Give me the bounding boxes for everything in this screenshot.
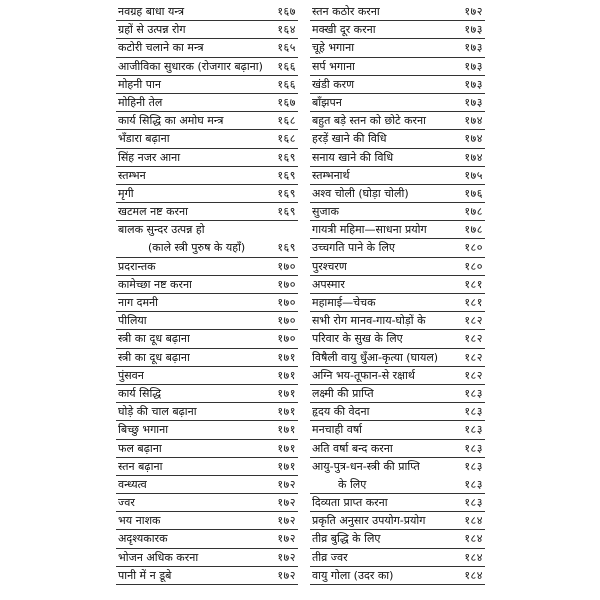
entry-page-number: १७३	[464, 23, 483, 37]
index-entry	[310, 76, 485, 94]
index-entry	[116, 112, 298, 130]
index-entry	[116, 549, 298, 567]
entry-title: लक्ष्मी की प्राप्ति	[312, 386, 374, 400]
entry-title: ज्वर	[118, 496, 135, 510]
index-entry	[310, 349, 485, 367]
entry-page-number: १७४	[464, 150, 483, 164]
entry-title: बालक सुन्दर उत्पन्न हो	[118, 223, 205, 237]
index-entry	[310, 312, 485, 330]
index-entry	[116, 512, 298, 530]
entry-page-number: १७१	[277, 441, 296, 455]
index-entry	[310, 185, 485, 203]
entry-page-number: १६९	[277, 168, 296, 182]
entry-title: अपस्मार	[312, 277, 345, 291]
entry-title: अश्व चोली (घोड़ा चोली)	[312, 186, 409, 200]
entry-title: प्रकृति अनुसार उपयोग-प्रयोग	[312, 514, 426, 528]
entry-title: नवग्रह बाधा यन्त्र	[118, 5, 185, 18]
index-entry	[310, 421, 485, 439]
entry-page-number: १६४	[277, 23, 296, 37]
entry-page-number: १८३	[464, 459, 483, 473]
entry-title: नाग दमनी	[118, 296, 159, 309]
entry-title: स्तन कठोर करना	[312, 5, 380, 18]
entry-page-number: १६८	[277, 132, 296, 146]
entry-page-number: १८०	[464, 241, 483, 255]
entry-page-number: १७४	[464, 132, 483, 146]
entry-title: दिव्यता प्राप्त करना	[312, 496, 388, 510]
entry-page-number: १७०	[277, 332, 296, 346]
entry-title: हृदय की वेदना	[312, 405, 370, 419]
entry-page-number: १७३	[464, 77, 483, 91]
index-entry	[116, 258, 298, 276]
index-entry	[310, 167, 485, 185]
index-entry	[310, 440, 485, 458]
index-entry	[116, 330, 298, 348]
index-entry	[310, 403, 485, 421]
index-entry	[310, 512, 485, 530]
index-entry	[116, 185, 298, 203]
entry-page-number: १७२	[277, 514, 296, 528]
entry-page-number: १८४	[464, 514, 483, 528]
entry-title: विषैली वायु धुँआ-कृत्या (घायल)	[312, 350, 439, 364]
index-entry	[310, 294, 485, 312]
entry-page-number: १७२	[464, 5, 483, 18]
entry-page-number: १७०	[277, 296, 296, 309]
index-entry	[310, 458, 485, 476]
index-entry	[116, 239, 298, 257]
entry-title: स्त्री का दूध बढ़ाना	[118, 332, 190, 346]
entry-page-number: १७१	[277, 423, 296, 437]
index-entry	[310, 258, 485, 276]
entry-title: तीव्र ज्वर	[312, 550, 348, 564]
entry-page-number: १८२	[464, 332, 483, 346]
index-entry	[310, 549, 485, 567]
entry-page-number: १८३	[464, 441, 483, 455]
index-entry	[310, 276, 485, 294]
entry-title: भोजन अधिक करना	[118, 550, 199, 564]
entry-title: ग्रहों से उत्पन्न रोग	[118, 23, 186, 37]
entry-title: आयु-पुत्र-धन-स्त्री की प्राप्ति	[312, 459, 420, 473]
entry-page-number: १६६	[277, 59, 296, 73]
index-entry	[116, 276, 298, 294]
entry-title: घोड़े की चाल बढ़ाना	[118, 405, 197, 419]
index-entry	[310, 567, 485, 585]
entry-page-number: १८३	[464, 477, 483, 491]
entry-page-number: १६७	[277, 5, 296, 18]
right-index-column	[310, 3, 485, 585]
index-entry	[116, 76, 298, 94]
entry-title: बिच्छु भगाना	[118, 423, 169, 437]
index-entry	[116, 403, 298, 421]
left-index-column	[116, 3, 298, 585]
index-entry	[310, 330, 485, 348]
entry-title: अदृश्यकारक	[118, 532, 168, 546]
entry-title: सर्प भगाना	[312, 59, 355, 73]
entry-page-number: १६९	[277, 241, 296, 255]
index-entry	[310, 385, 485, 403]
index-entry	[116, 221, 298, 239]
index-entry	[310, 203, 485, 221]
index-entry	[310, 367, 485, 385]
index-entry	[116, 349, 298, 367]
index-entry	[116, 130, 298, 148]
entry-title: सभी रोग मानव-गाय-घोड़ों के	[312, 314, 426, 328]
entry-title: पीलिया	[118, 314, 147, 328]
entry-page-number: १७८	[464, 205, 483, 219]
entry-page-number: १८३	[464, 386, 483, 400]
index-entry	[310, 494, 485, 512]
index-entry	[116, 458, 298, 476]
entry-page-number: १८४	[464, 550, 483, 564]
entry-title: उच्चगति पाने के लिए	[312, 241, 396, 255]
entry-page-number: १८२	[464, 368, 483, 382]
entry-page-number: १७२	[277, 568, 296, 582]
entry-page-number: १६७	[277, 95, 296, 109]
entry-title: प्रदरान्तक	[118, 259, 156, 273]
index-entry	[116, 58, 298, 76]
entry-title: मोहिनी तेल	[118, 95, 163, 109]
entry-page-number: १७२	[277, 477, 296, 491]
entry-page-number: १७२	[277, 496, 296, 510]
entry-title: सनाय खाने की विधि	[312, 150, 394, 164]
index-entry	[116, 294, 298, 312]
entry-title: मोहनी पान	[118, 77, 161, 91]
entry-title: अग्नि भय-तूफान-से रक्षार्थ	[312, 368, 415, 382]
index-entry	[116, 21, 298, 39]
entry-title: कार्य सिद्धि	[118, 386, 162, 400]
entry-title: कटोरी चलाने का मन्त्र	[118, 41, 204, 55]
entry-page-number: १८०	[464, 259, 483, 273]
entry-page-number: १८१	[464, 296, 483, 309]
entry-title: बाँझपन	[312, 95, 342, 109]
entry-title: हरड़ें खाने की विधि	[312, 132, 387, 146]
entry-title: महामाई—चेचक	[312, 296, 376, 309]
index-entry	[310, 94, 485, 112]
entry-title: पुंसवन	[118, 368, 144, 382]
entry-title: स्तम्भनार्थ	[312, 168, 350, 182]
entry-title: फल बढ़ाना	[118, 441, 162, 455]
entry-page-number: १६९	[277, 186, 296, 200]
index-entry	[116, 94, 298, 112]
entry-title: वन्ध्यत्व	[118, 477, 147, 491]
entry-title: (काले स्त्री पुरुष के यहाँ)	[148, 241, 246, 255]
entry-title: मक्खी दूर करना	[312, 23, 376, 37]
entry-title: तीव्र बुद्धि के लिए	[312, 532, 381, 546]
index-entry	[310, 530, 485, 548]
index-entry	[116, 476, 298, 494]
index-entry	[310, 3, 485, 21]
index-entry	[310, 149, 485, 167]
entry-page-number: १७१	[277, 386, 296, 400]
entry-page-number: १७०	[277, 277, 296, 291]
entry-page-number: १८२	[464, 314, 483, 328]
index-entry	[310, 58, 485, 76]
entry-title: बहुत बड़े स्तन को छोटे करना	[312, 114, 426, 128]
entry-title: कार्य सिद्धि का अमोघ मन्त्र	[118, 114, 224, 128]
entry-title: वायु गोला (उदर का)	[312, 568, 394, 582]
index-entry	[116, 39, 298, 57]
entry-page-number: १६६	[277, 77, 296, 91]
entry-page-number: १७३	[464, 95, 483, 109]
entry-title: स्तन बढ़ाना	[118, 459, 163, 473]
index-entry	[116, 567, 298, 585]
index-entry	[116, 203, 298, 221]
index-entry	[116, 494, 298, 512]
entry-page-number: १७१	[277, 459, 296, 473]
entry-title: कामेच्छा नष्ट करना	[118, 277, 192, 291]
entry-page-number: १७८	[464, 223, 483, 237]
entry-page-number: १८४	[464, 568, 483, 582]
entry-title: सिंह नजर आना	[118, 150, 181, 164]
entry-title: पुरश्चरण	[312, 259, 347, 273]
entry-title: भँडारा बढ़ाना	[118, 132, 170, 146]
index-entry	[116, 167, 298, 185]
entry-page-number: १८४	[464, 532, 483, 546]
entry-title: परिवार के सुख के लिए	[312, 332, 403, 346]
entry-page-number: १६८	[277, 114, 296, 128]
entry-title: स्त्री का दूध बढ़ाना	[118, 350, 190, 364]
index-entry	[116, 3, 298, 21]
index-entry	[310, 476, 485, 494]
entry-page-number: १८३	[464, 405, 483, 419]
entry-title: खंडी करण	[312, 77, 355, 91]
entry-page-number: १६९	[277, 150, 296, 164]
index-entry	[116, 421, 298, 439]
entry-title: अति वर्षा बन्द करना	[312, 441, 393, 455]
index-entry	[310, 21, 485, 39]
entry-title: मनचाही वर्षा	[312, 423, 363, 437]
entry-page-number: १७५	[464, 168, 483, 182]
entry-title: स्तम्भन	[118, 168, 146, 182]
entry-title: गायत्री महिमा—साधना प्रयोग	[312, 223, 427, 237]
index-entry	[116, 530, 298, 548]
entry-title: के लिए	[338, 477, 367, 491]
entry-page-number: १८२	[464, 350, 483, 364]
entry-page-number: १७२	[277, 532, 296, 546]
index-entry	[310, 130, 485, 148]
entry-title: चूहे भगाना	[312, 41, 355, 55]
entry-page-number: १६५	[277, 41, 296, 55]
index-entry	[116, 385, 298, 403]
entry-page-number: १७२	[277, 550, 296, 564]
index-entry	[116, 149, 298, 167]
entry-page-number: १७३	[464, 59, 483, 73]
entry-title: आजीविका सुधारक (रोजगार बढ़ाना)	[118, 59, 263, 73]
entry-page-number: १७४	[464, 114, 483, 128]
entry-page-number: १८३	[464, 423, 483, 437]
index-entry	[310, 239, 485, 257]
entry-page-number: १७६	[464, 186, 483, 200]
index-entry	[116, 440, 298, 458]
entry-page-number: १७१	[277, 350, 296, 364]
entry-title: भय नाशक	[118, 514, 161, 528]
entry-page-number: १८३	[464, 496, 483, 510]
entry-title: पानी में न डूबे	[118, 568, 172, 582]
index-entry	[116, 312, 298, 330]
entry-page-number: १७०	[277, 314, 296, 328]
entry-title: खटमल नष्ट करना	[118, 205, 189, 219]
entry-page-number: १८१	[464, 277, 483, 291]
entry-title: सुजाक	[312, 205, 339, 219]
entry-page-number: १७१	[277, 368, 296, 382]
index-entry	[310, 112, 485, 130]
entry-page-number: १७३	[464, 41, 483, 55]
index-entry	[310, 221, 485, 239]
index-entry	[116, 367, 298, 385]
index-entry	[310, 39, 485, 57]
entry-page-number: १६९	[277, 205, 296, 219]
entry-page-number: १७१	[277, 405, 296, 419]
entry-title: मृगी	[118, 186, 134, 200]
entry-page-number: १७०	[277, 259, 296, 273]
